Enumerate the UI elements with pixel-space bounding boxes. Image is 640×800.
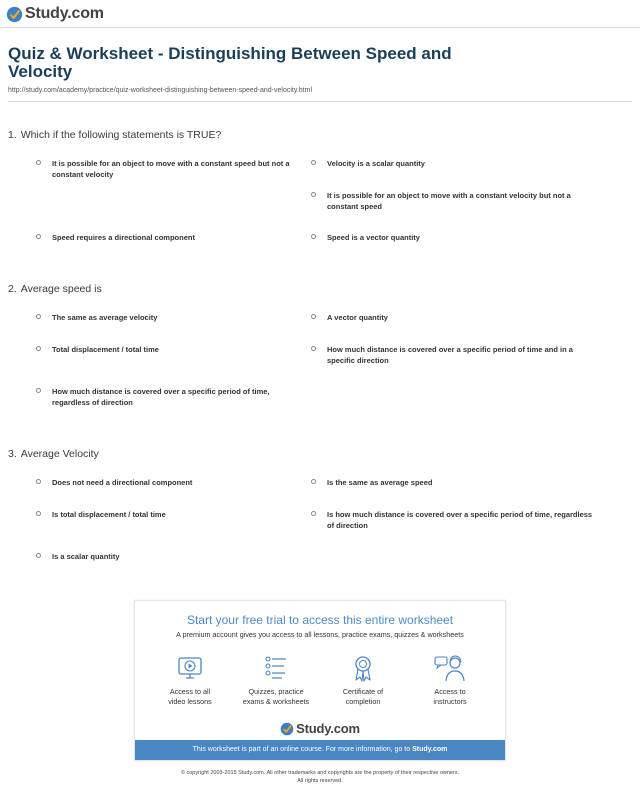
promo-subheadline: A premium account gives you access to all lessons, practice exams, quizzes & worksheets bbox=[176, 630, 464, 639]
question-text: Average Velocity bbox=[20, 448, 99, 460]
answer-option[interactable] bbox=[36, 509, 298, 520]
answer-option-text: A vector quantity bbox=[327, 313, 388, 322]
answer-option[interactable] bbox=[311, 344, 601, 366]
copyright-line1: © copyright 2003-2015 Study.com. All other trademarks and copyrights are the property of their respective owners. bbox=[180, 770, 460, 776]
feature-label-line2: instructors bbox=[433, 697, 467, 706]
feature-label-line1: Access to bbox=[434, 687, 466, 696]
answer-option-text: Velocity is a scalar quantity bbox=[327, 159, 425, 168]
answer-option[interactable] bbox=[311, 232, 611, 243]
answer-option-text: Speed is a vector quantity bbox=[327, 233, 420, 242]
answer-option-text: The same as average velocity bbox=[52, 313, 158, 322]
logo-text: Study.com bbox=[25, 5, 104, 22]
free-trial-promo[interactable] bbox=[134, 600, 506, 761]
study-logo-icon bbox=[280, 722, 294, 736]
question-number: 3. bbox=[8, 448, 17, 460]
question-number: 1. bbox=[8, 129, 17, 141]
feature-label-line2: completion bbox=[345, 697, 381, 706]
feature-instructors bbox=[409, 653, 491, 707]
radio-button[interactable] bbox=[311, 314, 316, 319]
answer-option[interactable] bbox=[36, 158, 298, 180]
radio-button[interactable] bbox=[311, 511, 316, 516]
radio-button[interactable] bbox=[311, 160, 316, 165]
answer-option-text: Is how much distance is covered over a specific period of time, regardless of direction bbox=[327, 510, 593, 530]
answer-option-text: How much distance is covered over a specific period of time, regardless of direction bbox=[52, 387, 270, 407]
answer-option[interactable] bbox=[311, 477, 611, 488]
answer-option[interactable] bbox=[36, 312, 298, 323]
study-logo-icon bbox=[6, 6, 23, 23]
answer-option[interactable] bbox=[311, 312, 611, 323]
promo-footer-banner bbox=[135, 740, 505, 760]
title-divider bbox=[8, 101, 632, 102]
page-title: Quiz & Worksheet - Distinguishing Between Speed and Velocity bbox=[8, 44, 452, 81]
answer-option[interactable] bbox=[36, 344, 298, 355]
answer-option-text: Does not need a directional component bbox=[52, 478, 193, 487]
certificate-icon bbox=[348, 653, 378, 683]
radio-button[interactable] bbox=[36, 346, 41, 351]
radio-button[interactable] bbox=[311, 234, 316, 239]
feature-label-line2: video lessons bbox=[168, 697, 212, 706]
answer-option[interactable] bbox=[311, 158, 611, 169]
radio-button[interactable] bbox=[36, 314, 41, 319]
radio-button[interactable] bbox=[36, 553, 41, 558]
answer-option[interactable] bbox=[36, 551, 298, 562]
answer-option-text: Speed requires a directional component bbox=[52, 233, 195, 242]
page-url[interactable]: http://study.com/academy/practice/quiz-worksheet-distinguishing-between-speed-and-velocity.html bbox=[8, 87, 312, 94]
question-number: 2. bbox=[8, 283, 17, 295]
feature-quizzes bbox=[235, 653, 317, 707]
answer-option-text: How much distance is covered over a specific period of time and in a specific direction bbox=[327, 345, 573, 365]
radio-button[interactable] bbox=[36, 160, 41, 165]
radio-button[interactable] bbox=[311, 192, 316, 197]
answer-option-text: Is a scalar quantity bbox=[52, 552, 120, 561]
instructor-icon bbox=[433, 653, 467, 683]
copyright-notice bbox=[0, 769, 640, 785]
feature-label-line2: exams & worksheets bbox=[242, 697, 310, 706]
answer-option[interactable] bbox=[311, 190, 591, 212]
answer-option[interactable] bbox=[36, 386, 298, 408]
promo-footer-link[interactable]: Study.com bbox=[412, 746, 448, 753]
answer-option-text: Is the same as average speed bbox=[327, 478, 433, 487]
radio-button[interactable] bbox=[36, 479, 41, 484]
promo-headline[interactable]: Start your free trial to access this entire worksheet bbox=[186, 613, 454, 627]
answer-option-text: Is total displacement / total time bbox=[52, 510, 166, 519]
feature-label-line1: Access to all bbox=[169, 687, 211, 696]
question-text: Average speed is bbox=[20, 283, 102, 295]
radio-button[interactable] bbox=[311, 479, 316, 484]
feature-certificate bbox=[322, 653, 404, 707]
question-text: Which if the following statements is TRUE? bbox=[20, 129, 222, 141]
answer-option-text: It is possible for an object to move with a constant velocity but not a constant speed bbox=[327, 191, 571, 211]
question-1 bbox=[8, 129, 221, 141]
promo-study-logo[interactable] bbox=[135, 721, 505, 736]
radio-button[interactable] bbox=[311, 346, 316, 351]
feature-video-lessons bbox=[149, 653, 231, 707]
copyright-line2: All rights reserved. bbox=[297, 778, 343, 784]
question-3 bbox=[8, 448, 99, 460]
answer-option[interactable] bbox=[36, 477, 298, 488]
header-divider bbox=[0, 27, 640, 28]
feature-label-line1: Certificate of bbox=[342, 687, 384, 696]
promo-logo-text: Study.com bbox=[296, 721, 360, 736]
radio-button[interactable] bbox=[36, 511, 41, 516]
feature-label-line1: Quizzes, practice bbox=[248, 687, 304, 696]
question-2 bbox=[8, 283, 102, 295]
radio-button[interactable] bbox=[36, 388, 41, 393]
promo-footer-text: This worksheet is part of an online course. For more information, go to bbox=[192, 746, 413, 753]
study-logo[interactable] bbox=[6, 5, 104, 23]
answer-option-text: Total displacement / total time bbox=[52, 345, 159, 354]
answer-option[interactable] bbox=[36, 232, 298, 243]
answer-option[interactable] bbox=[311, 509, 596, 531]
checklist-icon bbox=[261, 653, 291, 683]
radio-button[interactable] bbox=[36, 234, 41, 239]
answer-option-text: It is possible for an object to move with a constant speed but not a constant velocity bbox=[52, 159, 290, 179]
video-icon bbox=[175, 653, 205, 683]
